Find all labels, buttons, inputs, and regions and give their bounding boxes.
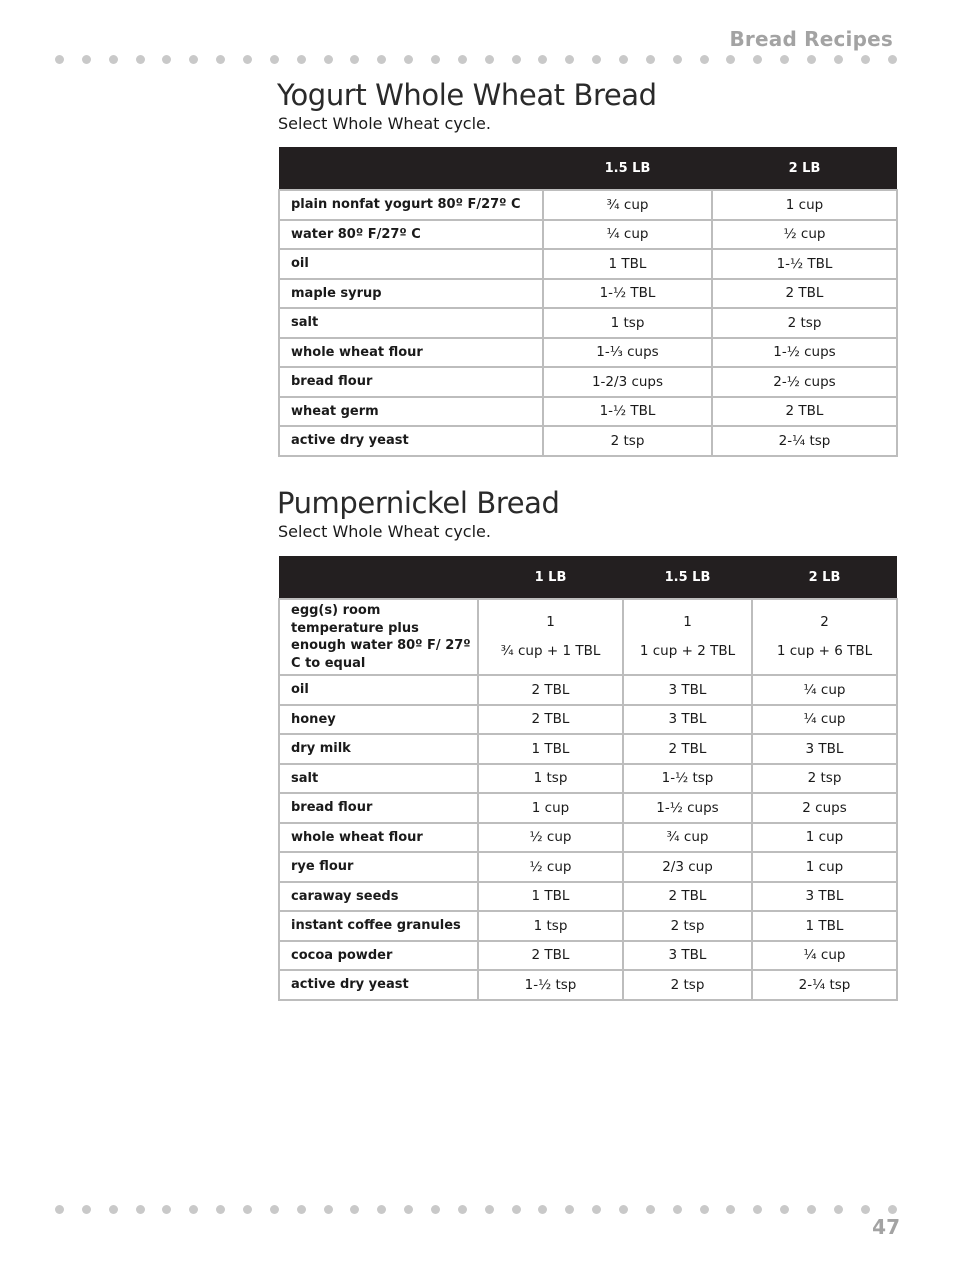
table-row — [279, 426, 897, 456]
table-row — [279, 911, 897, 941]
divider-dot — [753, 1205, 762, 1214]
amount-cell: 2 TBL — [478, 941, 623, 971]
divider-dot — [297, 1205, 306, 1214]
amount-cell: 3 TBL — [752, 882, 897, 912]
table-row — [279, 249, 897, 279]
divider-dot — [109, 55, 118, 64]
ingredient-cell: oil — [279, 249, 543, 279]
egg-count: 1 — [683, 614, 692, 631]
ingredient-cell: whole wheat flour — [279, 338, 543, 368]
table-row — [279, 793, 897, 823]
table-row — [279, 852, 897, 882]
amount-cell: 2 tsp — [752, 764, 897, 794]
amount-cell: 2 TBL — [712, 397, 897, 427]
divider-dot — [458, 1205, 467, 1214]
divider-dot — [216, 55, 225, 64]
table-header-row — [279, 556, 897, 599]
ingredient-cell: salt — [279, 764, 478, 794]
divider-dot — [565, 55, 574, 64]
amount-cell: 1-⅓ cups — [543, 338, 712, 368]
table-row — [279, 367, 897, 397]
ingredient-cell: dry milk — [279, 734, 478, 764]
table-header-row — [279, 147, 897, 190]
table-row — [279, 705, 897, 735]
liquid-amount: 1 cup + 2 TBL — [639, 643, 736, 660]
ingredient-cell: honey — [279, 705, 478, 735]
amount-cell: 2-½ cups — [712, 367, 897, 397]
divider-dot — [592, 1205, 601, 1214]
divider-dot — [216, 1205, 225, 1214]
pumpernickel-bread-table — [278, 556, 898, 1001]
ingredient-cell: water 80º F/27º C — [279, 220, 543, 250]
table-row — [279, 734, 897, 764]
egg-count: 2 — [820, 614, 829, 631]
table-row — [279, 190, 897, 220]
amount-cell: ¼ cup — [752, 941, 897, 971]
bottom-dot-divider — [55, 1204, 897, 1214]
liquid-amount: 1 cup + 6 TBL — [776, 643, 873, 660]
table-row — [279, 941, 897, 971]
table-row — [279, 882, 897, 912]
divider-dot — [324, 1205, 333, 1214]
column-header: 2 LB — [712, 147, 897, 190]
divider-dot — [82, 1205, 91, 1214]
table-row — [279, 308, 897, 338]
amount-cell: 2-¼ tsp — [752, 970, 897, 1000]
divider-dot — [109, 1205, 118, 1214]
amount-cell: ¼ cup — [543, 220, 712, 250]
divider-dot — [538, 55, 547, 64]
amount-cell: 2-¼ tsp — [712, 426, 897, 456]
ingredient-cell: instant coffee granules — [279, 911, 478, 941]
divider-dot — [700, 55, 709, 64]
divider-dot — [270, 55, 279, 64]
ingredient-cell: egg(s) room temperature plus enough water 80º F/ 27º C to equal — [279, 599, 478, 675]
divider-dot — [431, 1205, 440, 1214]
ingredient-cell: active dry yeast — [279, 426, 543, 456]
amount-cell: 1 TBL — [478, 882, 623, 912]
amount-cell: 3 TBL — [752, 734, 897, 764]
divider-dot — [458, 55, 467, 64]
ingredient-cell: whole wheat flour — [279, 823, 478, 853]
divider-dot — [189, 1205, 198, 1214]
ingredient-cell: maple syrup — [279, 279, 543, 309]
divider-dot — [377, 55, 386, 64]
divider-dot — [780, 55, 789, 64]
amount-cell: ¼ cup — [752, 675, 897, 705]
divider-dot — [377, 1205, 386, 1214]
divider-dot — [673, 1205, 682, 1214]
table-row — [279, 338, 897, 368]
amount-cell: 1-½ cups — [712, 338, 897, 368]
divider-dot — [350, 55, 359, 64]
amount-cell: ½ cup — [478, 852, 623, 882]
amount-cell: 2 TBL — [712, 279, 897, 309]
divider-dot — [807, 55, 816, 64]
divider-dot — [646, 1205, 655, 1214]
amount-cell — [478, 599, 623, 675]
amount-cell: ¾ cup — [543, 190, 712, 220]
column-header: 1 LB — [478, 556, 623, 599]
page-number: 47 — [872, 1215, 900, 1239]
ingredient-cell: plain nonfat yogurt 80º F/27º C — [279, 190, 543, 220]
amount-cell: 2 tsp — [543, 426, 712, 456]
column-header: 1.5 LB — [543, 147, 712, 190]
divider-dot — [243, 1205, 252, 1214]
amount-cell: 1 TBL — [478, 734, 623, 764]
ingredient-cell: cocoa powder — [279, 941, 478, 971]
ingredient-cell: active dry yeast — [279, 970, 478, 1000]
amount-cell: 1 tsp — [478, 911, 623, 941]
amount-cell — [752, 599, 897, 675]
divider-dot — [888, 1205, 897, 1214]
amount-cell: 1 cup — [478, 793, 623, 823]
ingredient-cell: bread flour — [279, 367, 543, 397]
divider-dot — [243, 55, 252, 64]
ingredient-cell: caraway seeds — [279, 882, 478, 912]
divider-dot — [297, 55, 306, 64]
divider-dot — [834, 55, 843, 64]
divider-dot — [431, 55, 440, 64]
divider-dot — [55, 1205, 64, 1214]
amount-cell — [623, 599, 752, 675]
amount-cell: 1 cup — [752, 852, 897, 882]
amount-cell: 2 cups — [752, 793, 897, 823]
ingredient-cell: wheat germ — [279, 397, 543, 427]
divider-dot — [512, 1205, 521, 1214]
divider-dot — [270, 1205, 279, 1214]
amount-cell: 1 cup — [712, 190, 897, 220]
divider-dot — [565, 1205, 574, 1214]
column-header — [279, 147, 543, 190]
amount-cell: 2 TBL — [623, 882, 752, 912]
divider-dot — [861, 1205, 870, 1214]
ingredient-cell: rye flour — [279, 852, 478, 882]
top-dot-divider — [55, 54, 897, 64]
divider-dot — [324, 55, 333, 64]
column-header — [279, 556, 478, 599]
table-row — [279, 675, 897, 705]
section-header: Bread Recipes — [729, 27, 893, 51]
amount-cell: 1 tsp — [478, 764, 623, 794]
amount-cell: 1 TBL — [752, 911, 897, 941]
divider-dot — [861, 55, 870, 64]
divider-dot — [82, 55, 91, 64]
amount-cell: 1-½ cups — [623, 793, 752, 823]
amount-cell: 1-½ TBL — [543, 279, 712, 309]
table-row — [279, 279, 897, 309]
amount-cell: 1-½ tsp — [623, 764, 752, 794]
amount-cell: 3 TBL — [623, 705, 752, 735]
divider-dot — [888, 55, 897, 64]
recipe-title-pumpernickel: Pumpernickel Bread — [277, 486, 560, 520]
amount-cell: ½ cup — [712, 220, 897, 250]
column-header: 2 LB — [752, 556, 897, 599]
amount-cell: 1-½ tsp — [478, 970, 623, 1000]
amount-cell: 2 TBL — [478, 675, 623, 705]
divider-dot — [592, 55, 601, 64]
divider-dot — [485, 55, 494, 64]
recipe-subtitle-pumpernickel: Select Whole Wheat cycle. — [278, 522, 491, 541]
divider-dot — [485, 1205, 494, 1214]
divider-dot — [780, 1205, 789, 1214]
divider-dot — [753, 55, 762, 64]
divider-dot — [404, 55, 413, 64]
divider-dot — [726, 1205, 735, 1214]
amount-cell: 2 tsp — [623, 970, 752, 1000]
column-header: 1.5 LB — [623, 556, 752, 599]
divider-dot — [136, 1205, 145, 1214]
amount-cell: 3 TBL — [623, 675, 752, 705]
table-row — [279, 823, 897, 853]
table-row — [279, 397, 897, 427]
table-row — [279, 970, 897, 1000]
yogurt-bread-table — [278, 147, 898, 457]
amount-cell: 1-½ TBL — [712, 249, 897, 279]
amount-cell: ¼ cup — [752, 705, 897, 735]
divider-dot — [538, 1205, 547, 1214]
divider-dot — [512, 55, 521, 64]
divider-dot — [834, 1205, 843, 1214]
amount-cell: 2 TBL — [478, 705, 623, 735]
divider-dot — [162, 1205, 171, 1214]
divider-dot — [136, 55, 145, 64]
table-row — [279, 220, 897, 250]
divider-dot — [55, 55, 64, 64]
divider-dot — [673, 55, 682, 64]
liquid-amount: ¾ cup + 1 TBL — [500, 643, 601, 660]
amount-cell: ¾ cup — [623, 823, 752, 853]
divider-dot — [350, 1205, 359, 1214]
divider-dot — [807, 1205, 816, 1214]
amount-cell: 2 TBL — [623, 734, 752, 764]
amount-cell: 1-2/3 cups — [543, 367, 712, 397]
ingredient-cell: oil — [279, 675, 478, 705]
divider-dot — [726, 55, 735, 64]
recipe-subtitle-yogurt: Select Whole Wheat cycle. — [278, 114, 491, 133]
amount-cell: 2/3 cup — [623, 852, 752, 882]
egg-count: 1 — [546, 614, 555, 631]
amount-cell: 3 TBL — [623, 941, 752, 971]
divider-dot — [162, 55, 171, 64]
table-row — [279, 764, 897, 794]
divider-dot — [619, 55, 628, 64]
amount-cell: 1-½ TBL — [543, 397, 712, 427]
amount-cell: 2 tsp — [623, 911, 752, 941]
divider-dot — [619, 1205, 628, 1214]
recipe-title-yogurt: Yogurt Whole Wheat Bread — [277, 78, 657, 112]
ingredient-cell: bread flour — [279, 793, 478, 823]
amount-cell: 1 TBL — [543, 249, 712, 279]
ingredient-cell: salt — [279, 308, 543, 338]
amount-cell: ½ cup — [478, 823, 623, 853]
amount-cell: 1 tsp — [543, 308, 712, 338]
divider-dot — [646, 55, 655, 64]
table-row — [279, 599, 897, 675]
divider-dot — [700, 1205, 709, 1214]
amount-cell: 2 tsp — [712, 308, 897, 338]
amount-cell: 1 cup — [752, 823, 897, 853]
divider-dot — [189, 55, 198, 64]
divider-dot — [404, 1205, 413, 1214]
